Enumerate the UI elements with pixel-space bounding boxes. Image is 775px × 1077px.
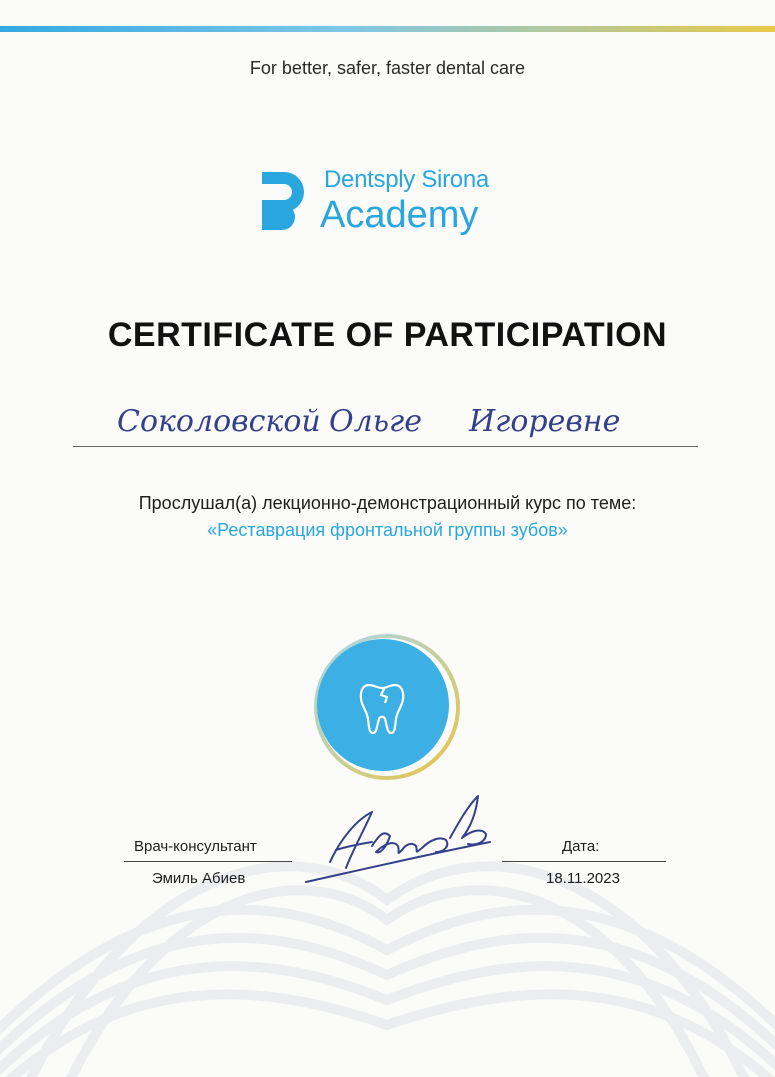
consultant-role-label: Врач-консультант xyxy=(134,838,257,855)
consultant-name: Эмиль Абиев xyxy=(152,870,246,887)
course-name-text: «Реставрация фронтальной группы зубов» xyxy=(207,520,568,540)
logo-product-text: Academy xyxy=(320,194,479,236)
logo-brand-text: Dentsply Sirona xyxy=(324,166,489,193)
tagline: For better, safer, faster dental care xyxy=(249,58,526,78)
consultant-signature-line xyxy=(124,861,292,862)
recipient-patronymic: Игоревне xyxy=(469,404,621,439)
date-line xyxy=(502,861,666,862)
recipient-name-handwritten xyxy=(73,398,698,448)
certificate-title: CERTIFICATE OF PARTICIPATION xyxy=(107,316,668,354)
dentsply-s-logo-icon xyxy=(258,168,308,234)
date-value: 18.11.2023 xyxy=(546,870,620,887)
handwritten-signature xyxy=(300,790,500,890)
academy-logo xyxy=(258,164,518,244)
emblem-circle xyxy=(313,633,461,781)
recipient-underline xyxy=(73,446,698,447)
recipient-first-name: Ольге xyxy=(329,404,422,439)
date-label: Дата: xyxy=(562,838,600,855)
recipient-surname: Соколовской xyxy=(117,404,321,439)
course-intro-text: Прослушал(а) лекционно-демонстрационный курс по теме: xyxy=(138,493,637,513)
top-gradient-bar xyxy=(0,26,775,32)
